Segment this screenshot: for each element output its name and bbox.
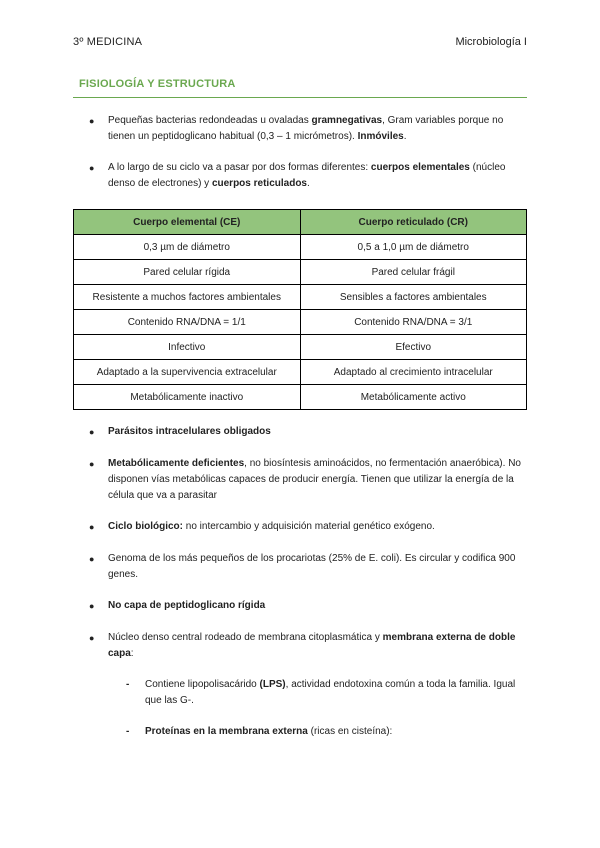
dash-icon: - xyxy=(126,679,130,690)
bullet-icon: ● xyxy=(89,163,95,173)
bullet-paragraph-1: ● Pequeñas bacterias redondeadas u ovaladas gramnegativas, Gram variables porque no tienen un peptidoglicano habitual (0,3 – 1 micrómetros). Inmóviles. xyxy=(89,115,504,142)
header-course: 3º MEDICINA xyxy=(73,36,143,48)
table-cell: 0,3 µm de diámetro xyxy=(74,235,301,260)
table-cell: Sensibles a factores ambientales xyxy=(300,285,527,310)
table-cell: 0,5 a 1,0 µm de diámetro xyxy=(300,235,527,260)
bullet-icon: ● xyxy=(89,633,95,643)
table-cell: Resistente a muchos factores ambientales xyxy=(74,285,301,310)
bullet-paragraph-7: ● No capa de peptidoglicano rígida xyxy=(108,598,528,614)
comparison-table xyxy=(73,209,527,410)
table-cell: Contenido RNA/DNA = 3/1 xyxy=(300,310,527,335)
table-row xyxy=(74,260,527,285)
table-cell: Infectivo xyxy=(74,335,301,360)
table-cell: Adaptado a la supervivencia extracelular xyxy=(74,360,301,385)
bullet-icon: ● xyxy=(89,554,95,564)
bullet-paragraph-6: ● Genoma de los más pequeños de los procariotas (25% de E. coli). Es circular y codifica 900 genes. xyxy=(89,553,516,580)
section-title: FISIOLOGÍA Y ESTRUCTURA xyxy=(79,78,236,90)
table-cell: Metabólicamente inactivo xyxy=(74,385,301,410)
section-divider xyxy=(73,97,527,98)
bullet-paragraph-8: ● Núcleo denso central rodeado de membrana citoplasmática y membrana externa de doble capa: xyxy=(89,632,516,659)
header-subject: Microbiología I xyxy=(455,36,527,48)
bullet-icon: ● xyxy=(89,427,95,437)
table-cell: Pared celular frágil xyxy=(300,260,527,285)
bullet-icon: ● xyxy=(89,459,95,469)
table-cell: Efectivo xyxy=(300,335,527,360)
table-header-cell: Cuerpo reticulado (CR) xyxy=(300,210,527,235)
table-row xyxy=(74,310,527,335)
bullet-icon: ● xyxy=(89,522,95,532)
dash-icon: - xyxy=(126,726,130,737)
table-cell: Contenido RNA/DNA = 1/1 xyxy=(74,310,301,335)
table-cell: Metabólicamente activo xyxy=(300,385,527,410)
table-row xyxy=(74,335,527,360)
sub-item-2: - Proteínas en la membrana externa (ricas en cisteína): xyxy=(145,724,530,740)
bullet-icon: ● xyxy=(89,601,95,611)
table-header-row xyxy=(74,210,527,235)
table-row xyxy=(74,235,527,260)
bullet-paragraph-3: ● Parásitos intracelulares obligados xyxy=(108,424,528,440)
bullet-paragraph-2: ● A lo largo de su ciclo va a pasar por dos formas diferentes: cuerpos elementales (núcleo denso de electrones) y cuerpos reticulados. xyxy=(89,162,506,189)
table-row xyxy=(74,360,527,385)
table-cell: Pared celular rígida xyxy=(74,260,301,285)
table-header-cell: Cuerpo elemental (CE) xyxy=(74,210,301,235)
table-cell: Adaptado al crecimiento intracelular xyxy=(300,360,527,385)
bullet-paragraph-5: ● Ciclo biológico: no intercambio y adquisición material genético exógeno. xyxy=(108,519,528,535)
bullet-icon: ● xyxy=(89,116,95,126)
bullet-paragraph-4: ● Metabólicamente deficientes, no biosíntesis aminoácidos, no fermentación anaeróbica). No disponen vías metabólicas capaces de producir energía. Tienen que utilizar la energía de la célula que va a parasitar xyxy=(89,458,521,501)
table-row xyxy=(74,385,527,410)
table-row xyxy=(74,285,527,310)
sub-item-1: - Contiene lipopolisacárido (LPS), actividad endotoxina común a toda la familia. Igual que las G-. xyxy=(126,679,516,706)
